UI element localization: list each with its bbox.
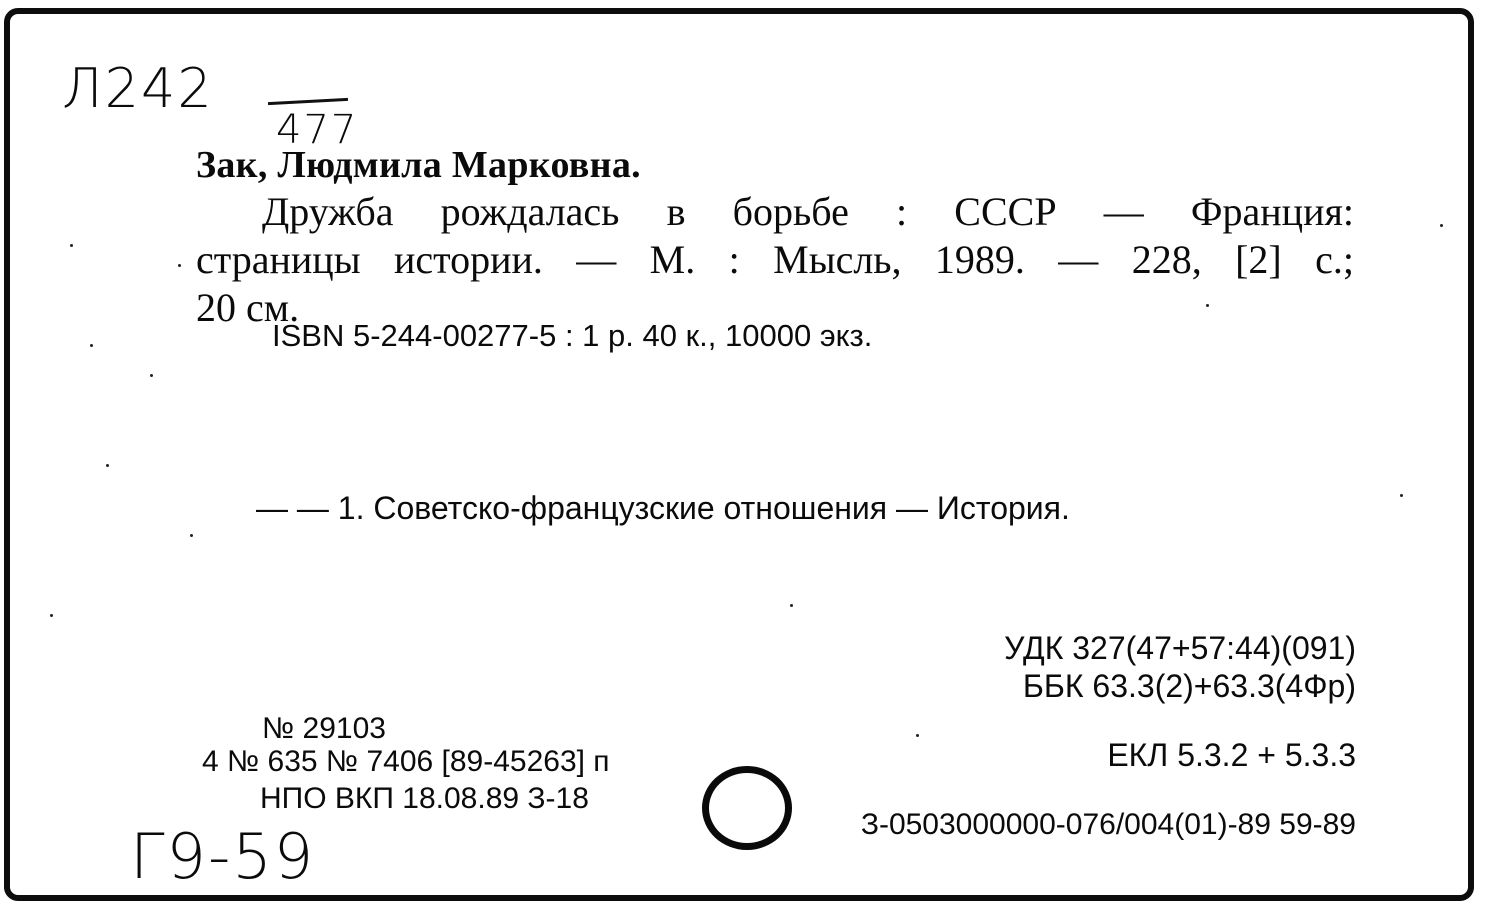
title-line-3: 20 см. <box>196 285 300 330</box>
bbk-code: ББК 63.3(2)+63.3(4Фр) <box>1022 668 1356 704</box>
scan-speck <box>150 374 153 377</box>
subject-heading: — — 1. Советско-французские отношения — История. <box>256 490 1070 526</box>
scan-speck <box>1400 494 1403 497</box>
handwritten-shelf-mark-sub: 477 <box>276 107 359 153</box>
publisher-line: НПО ВКП 18.08.89 З-18 <box>260 782 589 815</box>
catalog-card <box>4 8 1474 901</box>
scan-speck <box>790 604 793 607</box>
scan-speck <box>1440 224 1443 227</box>
scan-speck <box>70 244 73 247</box>
circle-stamp <box>702 766 792 850</box>
scan-speck <box>178 264 181 267</box>
isbn-line: ISBN 5-244-00277-5 : 1 р. 40 к., 10000 экз. <box>272 318 873 353</box>
scan-speck <box>1206 304 1209 307</box>
scan-speck <box>90 344 93 347</box>
author-heading: Зак, Людмила Марковна. <box>196 144 641 186</box>
handwritten-overline <box>268 98 348 105</box>
title-line-1: Дружба рождалась в борьбе : СССР — Франция: <box>262 189 1354 234</box>
print-order-line: 4 № 635 № 7406 [89-45263] п <box>202 745 610 778</box>
udk-code: УДК 327(47+57:44)(091) <box>1004 630 1356 666</box>
scan-speck <box>106 464 109 467</box>
handwritten-shelf-mark: Л242 <box>62 57 214 120</box>
scan-speck <box>190 534 193 537</box>
card-number: № 29103 <box>262 712 386 745</box>
scan-speck <box>916 734 919 737</box>
publication-code: З-0503000000-076/004(01)-89 59-89 <box>860 808 1356 841</box>
scan-speck <box>50 614 53 617</box>
handwritten-inventory-number: Г9-59 <box>130 820 316 893</box>
ekl-code: ЕКЛ 5.3.2 + 5.3.3 <box>1107 737 1356 773</box>
title-line-2: страницы истории. — М. : Мысль, 1989. — 228, [2] с.; <box>196 237 1354 282</box>
